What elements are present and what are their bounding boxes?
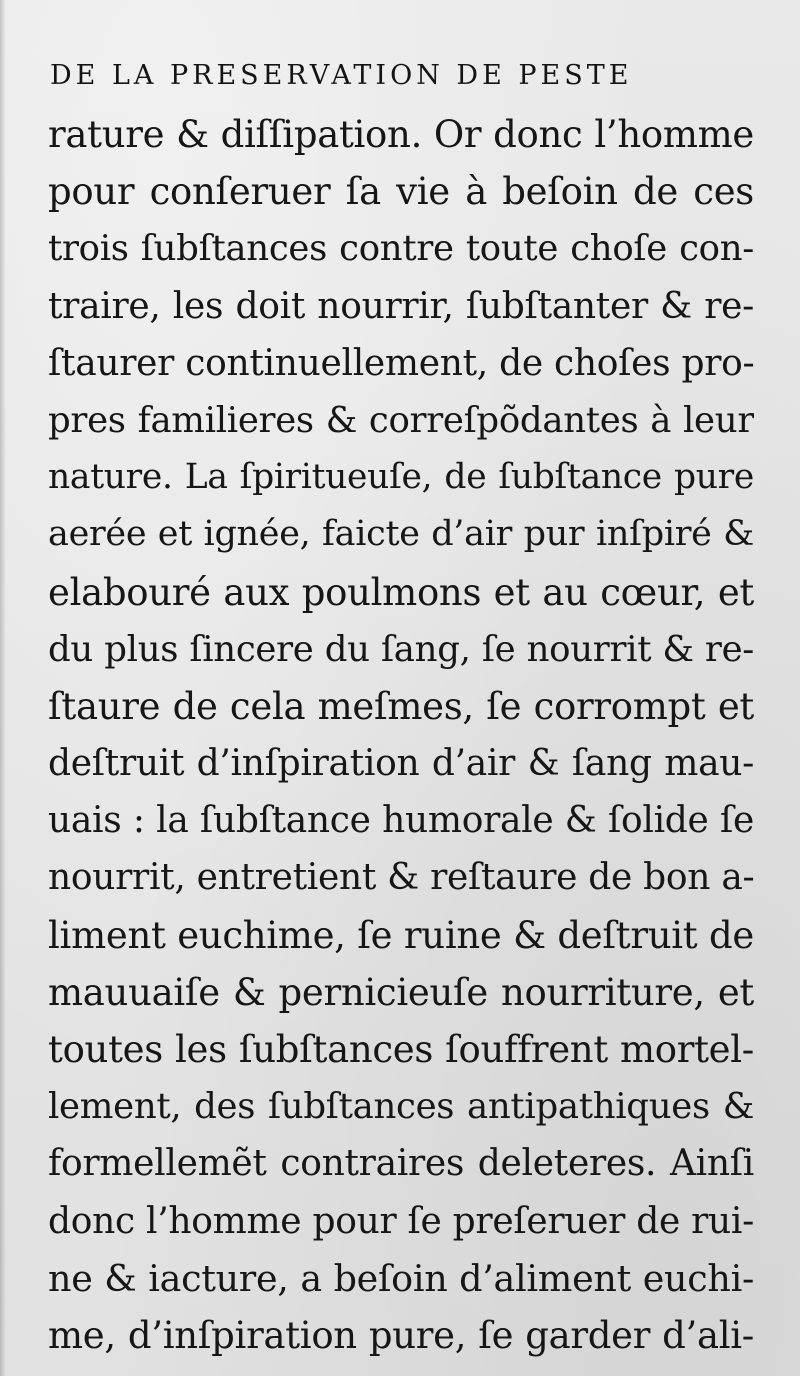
text-line: mauuaiſe & pernicieuſe nourriture, et <box>48 970 754 1014</box>
text-line: uais : la ſubſtance humorale & ſolide ſe <box>48 800 754 842</box>
text-line: du plus ſincere du ſang, ſe nourrit & re- <box>48 628 754 670</box>
text-line: toutes les ſubſtances ſouffrent mortel- <box>48 1028 754 1071</box>
text-line: rature & diſſipation. Or donc l’homme <box>48 113 754 156</box>
running-head: DE LA PRESERVATION DE PESTE <box>50 60 633 91</box>
text-line: lement, des ſubſtances antipathiques & <box>48 1086 754 1128</box>
text-line: pres familieres & correſpõdantes à leur <box>48 399 754 441</box>
text-line: formellemẽt contraires deleteres. Ainſi <box>48 1143 754 1185</box>
text-line: liment euchime, ſe ruine & deſtruit de <box>48 913 754 957</box>
text-line: elabouré aux poulmons et au cœur, et <box>48 570 754 614</box>
text-line: nourrit, entretient & reſtaure de bon a- <box>48 857 754 899</box>
page-gutter-shadow <box>0 0 6 1376</box>
text-line: aerée et ignée, faicte d’air pur inſpiré & <box>48 514 754 555</box>
text-line: donc l’homme pour ſe preſeruer de rui- <box>48 1200 754 1242</box>
text-line: pour conſeruer ſa vie à beſoin de ces <box>48 170 754 214</box>
text-line: deſtruit d’inſpiration d’air & ſang mau- <box>48 743 754 785</box>
text-line: ſtaure de cela meſmes, ſe corrompt et <box>48 684 754 728</box>
text-line: ſtaurer continuellement, de choſes pro- <box>48 342 754 384</box>
text-line: traire, les doit nourrir, ſubſtanter & re- <box>48 285 754 327</box>
body-text <box>48 106 754 1364</box>
text-line: trois ſubſtances contre toute choſe con- <box>48 228 754 270</box>
text-line: nature. La ſpiritueuſe, de ſubſtance pure <box>48 457 754 498</box>
text-line: me, d’inſpiration pure, ſe garder d’ali- <box>48 1313 754 1357</box>
text-line: ne & iacture, a beſoin d’aliment euchi- <box>48 1256 754 1300</box>
